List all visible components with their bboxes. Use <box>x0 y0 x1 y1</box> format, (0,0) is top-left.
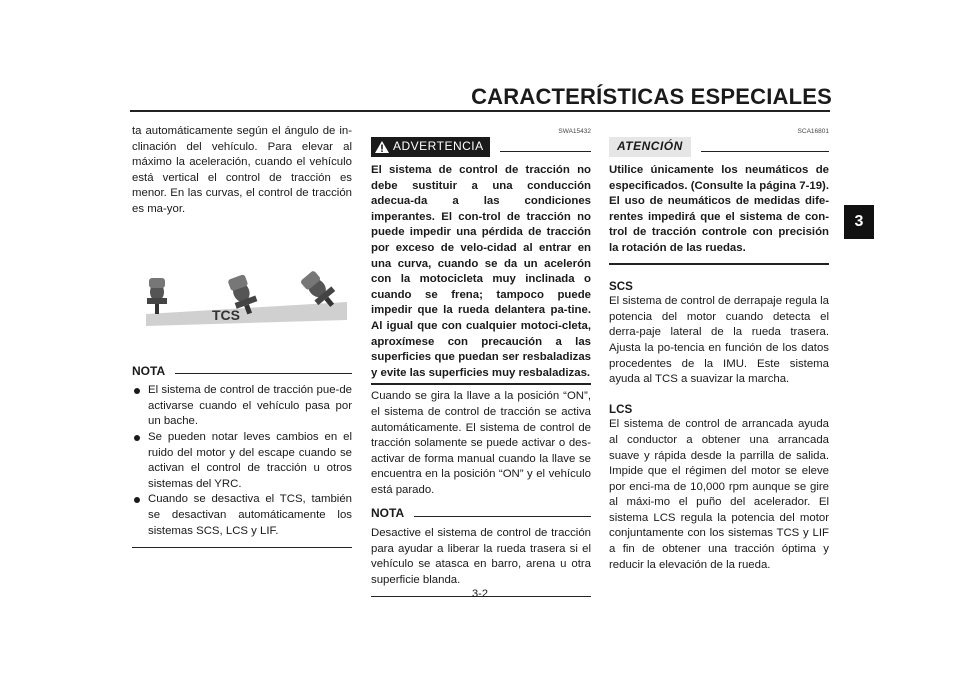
intro-paragraph: ta automáticamente según el ángulo de in-clinación del vehículo. Para elevar al máximo la aceleración, cuando el vehículo está vertical el control de tracción es menor. En las curvas, el control de tracción es ma-yor. <box>132 125 352 215</box>
chapter-tab: 3 <box>844 205 874 239</box>
lcs-heading: LCS <box>609 402 633 416</box>
column-left <box>132 124 352 548</box>
note-heading <box>371 506 591 522</box>
caution-end-rule <box>609 263 829 265</box>
note-heading <box>132 364 352 380</box>
bullet-icon <box>134 388 140 394</box>
scs-heading: SCS <box>609 279 633 293</box>
bullet-icon <box>134 497 140 503</box>
note-rule <box>175 373 352 374</box>
warning-end-rule <box>371 383 591 385</box>
page-number: 3-2 <box>472 588 488 600</box>
caution-text: Utilice únicamente los neumáticos de especificados. (Consulte la página 7-19). El uso de neumáticos de medidas dife-rentes impedirá que el sistema de con-trol de tracción controle con precisión la rotación de las ruedas. <box>609 164 829 254</box>
motorcycle-lean-icon <box>132 268 352 348</box>
page-title: CARACTERÍSTICAS ESPECIALES <box>471 84 832 109</box>
warning-triangle-icon <box>375 141 389 153</box>
caution-badge: ATENCIÓN <box>609 137 691 157</box>
note-rule <box>414 516 591 517</box>
note-label: NOTA <box>371 506 405 521</box>
tcs-illustration <box>132 268 352 348</box>
caution-rule <box>701 151 829 152</box>
list-item: Se pueden notar leves cambios en el ruido del motor y del escape cuando se activan el control de tracción u otros sistemas del YRC. <box>132 430 352 492</box>
warning-rule <box>500 151 591 152</box>
figure-label: TCS <box>212 306 240 323</box>
list-item: El sistema de control de tracción pue-de activarse cuando el vehículo pasa por un bache. <box>132 383 352 430</box>
body-paragraph: Cuando se gira la llave a la posición “ON”, el sistema de control de tracción se activa automáticamente. El sistema de control de tracción solamente se puede activar o des-activar de forma manual cuando la llave se encuentra en la posición “ON” y el vehículo está parado. <box>371 390 591 496</box>
header-rule <box>130 110 830 112</box>
column-middle <box>371 124 591 597</box>
lcs-text: El sistema de control de arrancada ayuda al conductor a obtener una arrancada suave y rápida desde la parrilla de salida. Impide que el régimen del motor se eleve por enci-ma de 10,000 rpm aunque se gire al máxi-mo el puño del acelerador. El sistema LCS regula la potencia del motor conjuntamente con los sistemas TCS y LIF a fin de obtener una tracción óptima y reducir la elevación de la rueda. <box>609 418 829 571</box>
caution-code: SCA16801 <box>797 128 829 135</box>
bullet-icon <box>134 435 140 441</box>
warning-code: SWA15432 <box>558 128 591 135</box>
scs-text: El sistema de control de derrapaje regula la potencia del motor cuando detecta el derra-paje lateral de la rueda trasera. Ajusta la po-tencia en función de los datos procedentes de la IMU. Este sistema ayuda al TCS a suavizar la marcha. <box>609 295 829 386</box>
warning-text: El sistema de control de tracción no debe sustituir a una conducción adecua-da a las condiciones imperantes. El con-trol de tracción no puede impedir una pérdida de tracción por exceso de velo-cidad al entrar en una curva, cuando se da un acelerón con la motocicleta muy inclinada o cuando se frena; tampoco puede impedir que la rueda delantera pa-tine. Al igual que con cualquier motoci-cleta, aproxímese con precaución a las superficies que puedan ser resbaladizas y evite las superficies muy resbaladizas. <box>371 164 591 379</box>
list-item: Cuando se desactiva el TCS, también se desactivan automáticamente los sistemas SCS, LCS y LIF. <box>132 492 352 539</box>
note-text: Desactive el sistema de control de tracción para ayudar a liberar la rueda trasera si el vehículo se atasca en barro, arena u otra superficie blanda. <box>371 527 591 586</box>
warning-heading <box>371 137 591 157</box>
note-list <box>132 383 352 539</box>
note-label: NOTA <box>132 363 166 378</box>
column-right <box>609 124 829 573</box>
note-end-rule <box>132 547 352 548</box>
caution-heading <box>609 137 829 157</box>
warning-badge: ADVERTENCIA <box>371 137 490 157</box>
